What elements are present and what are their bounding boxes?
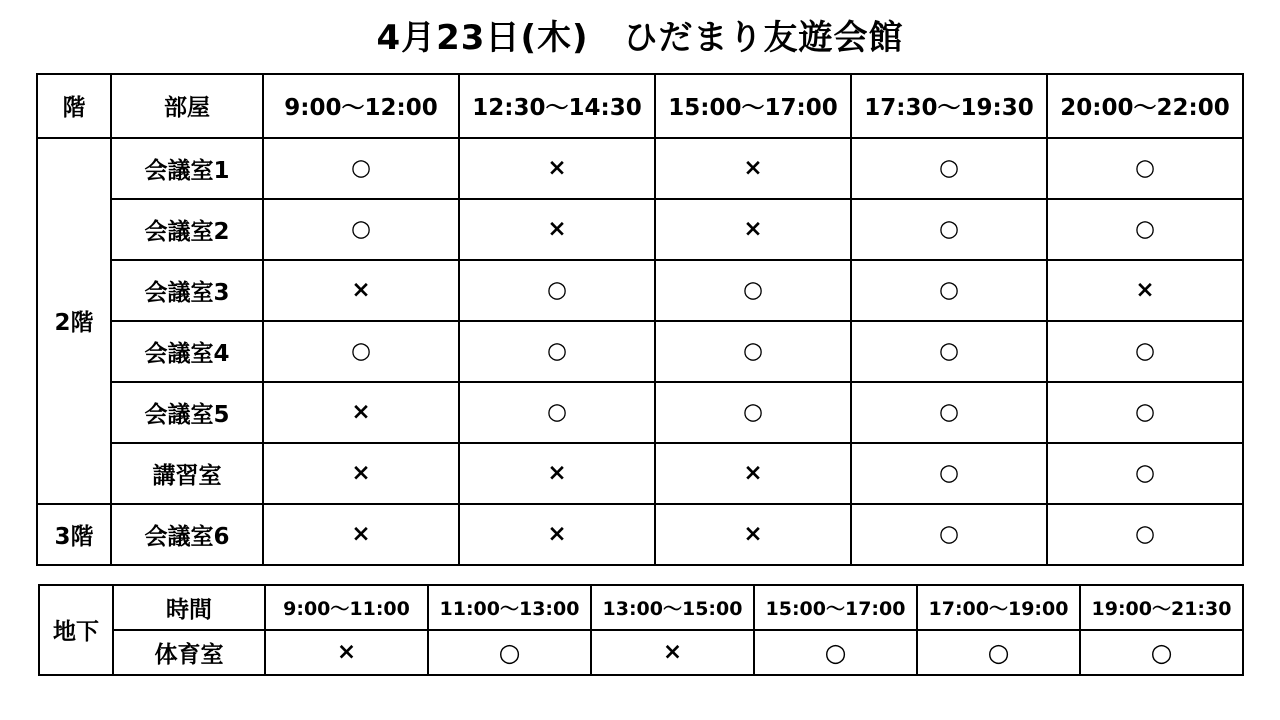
basement-section bbox=[38, 584, 1242, 676]
status-cell: ○ bbox=[655, 382, 851, 443]
status-cell: × bbox=[459, 443, 655, 504]
table-row bbox=[37, 382, 1243, 443]
status-cell: ○ bbox=[851, 443, 1047, 504]
header-floor: 階 bbox=[37, 74, 111, 138]
status-cell: ○ bbox=[1047, 443, 1243, 504]
table-row bbox=[37, 138, 1243, 199]
header-timeslot-1: 9:00〜11:00 bbox=[265, 585, 428, 630]
header-timeslot-3: 15:00〜17:00 bbox=[655, 74, 851, 138]
status-cell: ○ bbox=[754, 630, 917, 675]
room-name: 会議室1 bbox=[111, 138, 263, 199]
status-cell: ○ bbox=[851, 321, 1047, 382]
status-cell: ○ bbox=[1047, 504, 1243, 565]
header-time: 時間 bbox=[113, 585, 265, 630]
room-name: 会議室3 bbox=[111, 260, 263, 321]
table-row bbox=[39, 630, 1243, 675]
room-name: 会議室5 bbox=[111, 382, 263, 443]
table-header-row bbox=[39, 585, 1243, 630]
gym-availability-table bbox=[38, 584, 1244, 676]
status-cell: ○ bbox=[851, 504, 1047, 565]
status-cell: ○ bbox=[655, 321, 851, 382]
status-cell: ○ bbox=[1047, 138, 1243, 199]
table-row bbox=[37, 321, 1243, 382]
status-cell: ○ bbox=[1047, 382, 1243, 443]
status-cell: × bbox=[459, 199, 655, 260]
status-cell: ○ bbox=[655, 260, 851, 321]
header-timeslot-4: 15:00〜17:00 bbox=[754, 585, 917, 630]
status-cell: ○ bbox=[851, 382, 1047, 443]
status-cell: × bbox=[591, 630, 754, 675]
table-row bbox=[37, 260, 1243, 321]
header-timeslot-5: 17:00〜19:00 bbox=[917, 585, 1080, 630]
status-cell: × bbox=[263, 443, 459, 504]
status-cell: ○ bbox=[428, 630, 591, 675]
header-room: 部屋 bbox=[111, 74, 263, 138]
header-timeslot-2: 12:30〜14:30 bbox=[459, 74, 655, 138]
status-cell: × bbox=[655, 138, 851, 199]
table-row bbox=[37, 443, 1243, 504]
status-cell: × bbox=[459, 504, 655, 565]
status-cell: ○ bbox=[1047, 321, 1243, 382]
status-cell: ○ bbox=[263, 321, 459, 382]
status-cell: ○ bbox=[459, 382, 655, 443]
status-cell: × bbox=[263, 504, 459, 565]
status-cell: ○ bbox=[851, 138, 1047, 199]
status-cell: × bbox=[459, 138, 655, 199]
floor-group-3f: 3階 bbox=[37, 504, 111, 565]
table-row bbox=[37, 504, 1243, 565]
header-timeslot-4: 17:30〜19:30 bbox=[851, 74, 1047, 138]
page-title: 4月23日(木) ひだまり友遊会館 bbox=[376, 18, 904, 58]
table-row bbox=[37, 199, 1243, 260]
header-timeslot-2: 11:00〜13:00 bbox=[428, 585, 591, 630]
table-header-row bbox=[37, 74, 1243, 138]
status-cell: ○ bbox=[917, 630, 1080, 675]
status-cell: ○ bbox=[1047, 199, 1243, 260]
room-name: 会議室4 bbox=[111, 321, 263, 382]
room-name: 会議室6 bbox=[111, 504, 263, 565]
status-cell: × bbox=[265, 630, 428, 675]
header-timeslot-6: 19:00〜21:30 bbox=[1080, 585, 1243, 630]
header-timeslot-5: 20:00〜22:00 bbox=[1047, 74, 1243, 138]
status-cell: ○ bbox=[459, 321, 655, 382]
floor-group-2f: 2階 bbox=[37, 138, 111, 504]
status-cell: ○ bbox=[851, 199, 1047, 260]
header-timeslot-1: 9:00〜12:00 bbox=[263, 74, 459, 138]
room-name: 会議室2 bbox=[111, 199, 263, 260]
status-cell: ○ bbox=[1080, 630, 1243, 675]
status-cell: × bbox=[1047, 260, 1243, 321]
status-cell: × bbox=[655, 443, 851, 504]
room-name: 体育室 bbox=[113, 630, 265, 675]
status-cell: ○ bbox=[459, 260, 655, 321]
status-cell: × bbox=[655, 199, 851, 260]
status-cell: ○ bbox=[851, 260, 1047, 321]
room-name: 講習室 bbox=[111, 443, 263, 504]
status-cell: ○ bbox=[263, 138, 459, 199]
status-cell: × bbox=[655, 504, 851, 565]
status-cell: × bbox=[263, 382, 459, 443]
floor-group-basement: 地下 bbox=[39, 585, 113, 675]
header-timeslot-3: 13:00〜15:00 bbox=[591, 585, 754, 630]
status-cell: ○ bbox=[263, 199, 459, 260]
status-cell: × bbox=[263, 260, 459, 321]
room-availability-table bbox=[36, 73, 1244, 566]
